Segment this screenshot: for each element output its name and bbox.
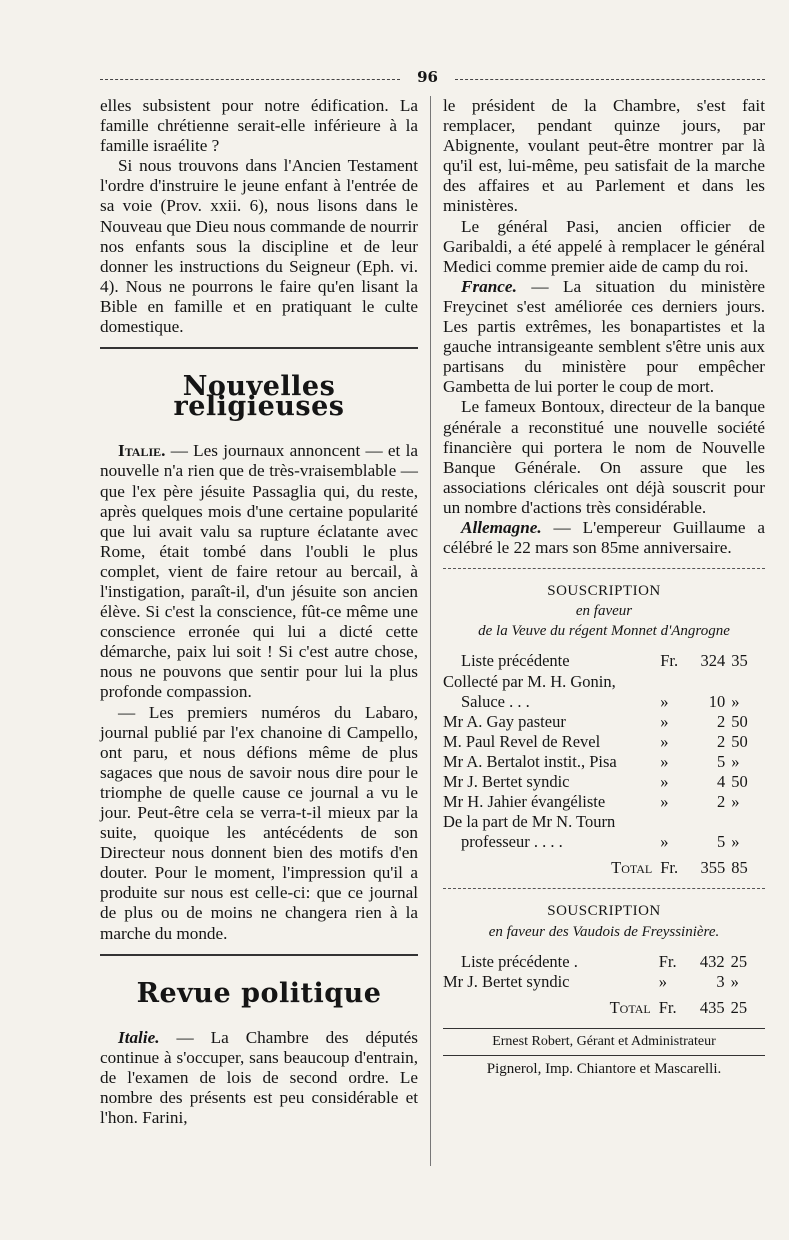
subscription-dec-cell: 85: [731, 858, 748, 878]
paragraph-text: — La situation du ministère Freycinet s'est améliorée ces derniers jours. Les partis extrêmes, les bonapartistes et la gauche intransigeante semblent s'être unis aux partisans du ministère pour empêcher Gambetta de lui porter le coup de mort.: [443, 276, 765, 397]
right-column: [443, 96, 765, 1079]
subscription-lbl indent-cell: Liste précédente .: [461, 951, 578, 971]
page-header: [100, 68, 765, 88]
country-label: Allemagne.: [461, 517, 542, 537]
subscription-dec-cell: 35: [731, 651, 748, 671]
paragraph: [100, 1028, 418, 1128]
subscription-row: [443, 712, 765, 732]
subscription-int-cell: 2: [717, 731, 726, 751]
subscription-int-cell: 10: [708, 691, 726, 711]
subscription-dec-cell: »: [730, 971, 739, 991]
subscription-dec-cell: 25: [730, 997, 748, 1017]
subscription-table: [443, 651, 765, 878]
subscription-int-cell: 2: [717, 792, 726, 812]
subscription-row: [443, 952, 765, 972]
section-heading: Revue politique: [136, 977, 382, 1009]
subscription-dec-cell: »: [731, 691, 740, 711]
subscription-int-cell: [689, 672, 731, 692]
subscription-beneficiary: en faveur des Vaudois de Freyssinière.: [488, 923, 720, 940]
subscription-row: [443, 752, 765, 772]
country-label: France.: [461, 276, 517, 296]
paragraph: Si nous trouvons dans l'Ancien Testament l'ordre d'instruire le jeune enfant à l'entrée de sa voie (Prov. xxii. 6), nous lisons dans le Nouveau que Dieu nous commande de nourrir nos enfants sous la discipline et de leur donner les instructions du Seigneur (Eph. vi. 4). Nous ne pourrons le faire qu'en lisant la Bible en famille et en pratiquant le culte domestique.: [100, 156, 418, 337]
section-rule: [443, 888, 765, 889]
subscription-table: [443, 952, 765, 1018]
subscription-int-cell: 435: [699, 997, 725, 1017]
subscription-cur-cell: »: [660, 731, 669, 751]
subscription-lbl-cell: Collecté par M. H. Gonin,: [443, 671, 616, 691]
subscription-cur-cell: [660, 672, 689, 692]
publisher-credit: Ernest Robert, Gérant et Administrateur: [443, 1028, 765, 1056]
subscription-int-cell: 5: [717, 751, 726, 771]
subscription-title: SOUSCRIPTION: [547, 903, 661, 920]
subscription-title: SOUSCRIPTION: [547, 583, 661, 600]
subscription-lbl-cell: Mr A. Bertalot instit., Pisa: [443, 751, 617, 771]
subscription-row: [443, 812, 765, 832]
subscription-int-cell: 432: [699, 951, 725, 971]
subscription-cur-cell: Fr.: [658, 951, 677, 971]
subscription-dec-cell: [731, 672, 765, 692]
subscription-lbl indent-cell: Liste précédente: [461, 651, 570, 671]
subscription-lbl indent-cell: professeur . . . .: [461, 832, 563, 852]
left-column: [100, 96, 418, 1128]
subscription-dec-cell: »: [731, 792, 740, 812]
subscription-cur-cell: Fr.: [660, 858, 679, 878]
paragraph: Le général Pasi, ancien officier de Garibaldi, a été appelé à remplacer le général Medici comme premier aide de camp du roi.: [443, 216, 765, 276]
subscription-dec-cell: 50: [731, 772, 748, 791]
subscription-row: [443, 772, 765, 792]
subscription-lbl-cell: Mr H. Jahier évangéliste: [443, 792, 606, 812]
paragraph-text: — La Chambre des députés continue à s'occuper, sans beaucoup d'entrain, de l'examen de lois de second ordre. Le nombre des présents est peu considérable et l'hon. Farini,: [100, 1027, 418, 1128]
paragraph: elles subsistent pour notre édification. La famille chrétienne serait-elle inférieure à la famille israélite ?: [100, 96, 418, 156]
subscription-cur-cell: »: [660, 691, 669, 711]
subscription-lbl-cell: Mr J. Bertet syndic: [443, 772, 570, 791]
subscription-cur-cell: »: [660, 832, 669, 852]
subscription-row: [443, 732, 765, 752]
subscription-row: [443, 832, 765, 852]
page-number: 96: [417, 68, 438, 86]
subscription-dec-cell: »: [731, 832, 740, 852]
subscription-cur-cell: Fr.: [660, 651, 679, 671]
paragraph: Le fameux Bontoux, directeur de la banque générale a reconstitué une nouvelle société financière qui portera le nom de Nouvelle Banque Générale. On assure que les associations cléricales ont déjà souscrit pour un nombre d'actions très considérable.: [443, 397, 765, 517]
subscription-int-cell: 2: [717, 711, 726, 731]
subscription-cur-cell: »: [660, 792, 669, 812]
subscription-cur-cell: [660, 812, 689, 832]
printer-credit: Pignerol, Imp. Chiantore et Mascarelli.: [486, 1061, 722, 1078]
paragraph: [443, 518, 765, 558]
paragraph: [443, 277, 765, 398]
subscription-lbl-cell: M. Paul Revel de Revel: [443, 731, 601, 751]
subscription-lbl-cell: De la part de Mr N. Tourn: [443, 812, 616, 832]
header-rule-right: [455, 79, 765, 80]
subscription-lbl-cell: Total: [611, 858, 653, 878]
paragraph: [100, 441, 418, 702]
subscription-row: [443, 972, 765, 992]
country-label: Italie.: [118, 1027, 160, 1047]
paragraph-text: — Les journaux annoncent — et la nouvelle n'a rien que de très-vraisemblable — que l'ex père jésuite Passaglia qui, du reste, après quelques mois d'une certaine popularité que lui avait valu sa rupture éclatante avec Rome, était tombé dans l'oubli le plus complet, vient de faire retour au bercail, à l'instigation, paraît-il, d'un jésuite son ancien élève. Si c'est la conscience, fût-ce même une conscience erronée qui lui a dicté cette démarche, paix lui soit ! Si c'est autre chose, nous ne pouvons que sentir pour lui la plus profonde compassion.: [100, 441, 418, 702]
subscription-cur-cell: »: [658, 971, 667, 991]
subscription-cur-cell: Fr.: [658, 997, 677, 1017]
subscription-total-row: [443, 992, 765, 1018]
subscription-lbl-cell: Mr A. Gay pasteur: [443, 711, 566, 731]
subscription-int-cell: 355: [700, 858, 726, 878]
subscription-lbl-cell: Mr J. Bertet syndic: [443, 971, 570, 991]
subscription-cur-cell: »: [660, 711, 669, 731]
paragraph: le président de la Chambre, s'est fait remplacer, pendant quinze jours, par Abignente, voulant peut-être montrer par là qu'il est, lui-même, peu satisfait de la marche des affaires et au Parlement et dans les ministères.: [443, 96, 765, 216]
subscription-dec-cell: 50: [731, 711, 748, 731]
section-rule: [100, 954, 418, 956]
subscription-int-cell: [689, 812, 731, 832]
subscription-row: [443, 792, 765, 812]
column-divider: [430, 96, 431, 1166]
subscription-int-cell: 5: [717, 832, 726, 852]
subscription-cur-cell: »: [660, 772, 669, 791]
subscription-row: [443, 651, 765, 671]
subscription-int-cell: 324: [700, 651, 726, 671]
section-rule: [443, 568, 765, 569]
subscription-total-row: [443, 852, 765, 878]
country-label: Italie.: [118, 441, 166, 461]
subscription-subtitle: en faveur: [575, 603, 633, 620]
subscription-dec-cell: [731, 812, 765, 832]
subscription-row: [443, 692, 765, 712]
subscription-int-cell: 3: [716, 971, 725, 991]
subscription-row: [443, 672, 765, 692]
section-heading: Nouvelles religieuses: [173, 371, 345, 423]
paragraph: — Les premiers numéros du Labaro, journal publié par l'ex chanoine di Campello, ont paru, et nous défions même de plus sagaces que nous de savoir nous dire pour le triomphe de quelle cause ce journal a vu le jour. Peut-être cela se verra-t-il mieux par la suite, quoique les antécédents de son Directeur nous donnent bien des motifs d'en douter. Pour le moment, l'impression qu'il a produite sur nous est celle-ci: que ce journal de plus ou de moins ne changera rien à la marche du monde.: [100, 702, 418, 943]
subscription-dec-cell: »: [731, 751, 740, 771]
subscription-dec-cell: 50: [731, 731, 748, 751]
paragraph-text: — L'empereur Guillaume a célébré le 22 mars son 85me anniversaire.: [443, 517, 765, 558]
subscription-cur-cell: »: [660, 751, 669, 771]
subscription-dec-cell: 25: [730, 951, 748, 971]
subscription-int-cell: 4: [717, 772, 726, 791]
subscription-beneficiary: de la Veuve du régent Monnet d'Angrogne: [478, 623, 730, 640]
subscription-lbl indent-cell: Saluce . . .: [461, 691, 530, 711]
subscription-lbl-cell: Total: [609, 997, 651, 1017]
section-rule: [100, 347, 418, 349]
header-rule-left: [100, 79, 400, 80]
